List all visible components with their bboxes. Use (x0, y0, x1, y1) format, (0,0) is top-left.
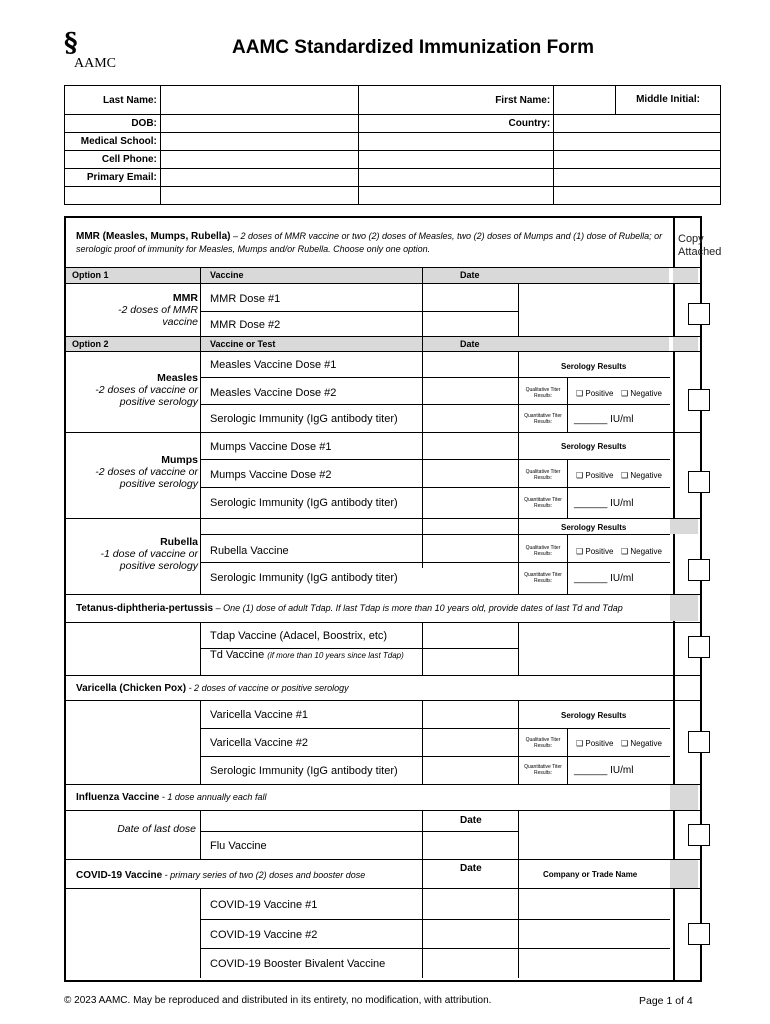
country-label: Country: (358, 115, 554, 133)
mumps-positive-checkbox[interactable]: ❑ Positive (576, 471, 614, 480)
rubella-serologic: Serologic Immunity (IgG antibody titer) (210, 572, 398, 584)
rubella-qual-label: Qualitative Titer Results: (525, 545, 561, 557)
covid-company-header: Company or Trade Name (543, 870, 638, 879)
copy-checkbox-influenza[interactable] (688, 824, 710, 846)
varicella-quant-label: Quantitative Titer Results: (524, 764, 562, 776)
covid-dose1: COVID-19 Vaccine #1 (210, 899, 318, 911)
cell-phone-label: Cell Phone: (65, 151, 161, 169)
influenza-section-title: Influenza Vaccine - 1 dose annually each fall (76, 792, 267, 803)
varicella-serology-results: Serology Results (561, 711, 627, 720)
measles-row-label: Measles -2 doses of vaccine or positive serology (95, 372, 198, 408)
varicella-serologic: Serologic Immunity (IgG antibody titer) (210, 765, 398, 777)
varicella-negative-checkbox[interactable]: ❑ Negative (621, 739, 662, 748)
vaccine-or-test-header: Vaccine or Test (210, 339, 276, 349)
measles-iu-field[interactable]: ______ IU/ml (574, 414, 634, 425)
option2-label: Option 2 (72, 339, 109, 349)
date-col-header: Date (460, 270, 480, 280)
varicella-dose1: Varicella Vaccine #1 (210, 709, 309, 721)
caduceus-icon: § (64, 28, 78, 58)
rubella-positive-checkbox[interactable]: ❑ Positive (576, 547, 614, 556)
date-col-header-2: Date (460, 339, 480, 349)
measles-negative-checkbox[interactable]: ❑ Negative (621, 389, 662, 398)
tdap-section-title: Tetanus-diphtheria-pertussis – One (1) dose of adult Tdap. If last Tdap is more than 10 years old, provide dates of last Td and Tdap (76, 603, 623, 614)
dob-field[interactable] (160, 115, 358, 133)
rubella-serology-results: Serology Results (561, 523, 627, 532)
varicella-iu-field[interactable]: ______ IU/ml (574, 765, 634, 776)
mmr-section-title: MMR (Measles, Mumps, Rubella) – 2 doses of MMR vaccine or two (2) doses of Measles, two (2) doses of Mumps and (1) dose of Rubella; or serologic proof of immunity for Measles, Mumps and/or Rubella. Choose only one option. (76, 231, 663, 254)
rubella-vaccine: Rubella Vaccine (210, 545, 289, 557)
mmr-dose1: MMR Dose #1 (210, 293, 281, 305)
rubella-row-label: Rubella -1 dose of vaccine or positive serology (100, 536, 198, 572)
primary-email-label: Primary Email: (65, 169, 161, 187)
mumps-negative-checkbox[interactable]: ❑ Negative (621, 471, 662, 480)
copy-checkbox-measles[interactable] (688, 389, 710, 411)
footer-copyright: © 2023 AAMC. May be reproduced and distributed in its entirety, no modification, with attribution. (64, 995, 492, 1006)
immunization-form (64, 216, 722, 980)
measles-positive-checkbox[interactable]: ❑ Positive (576, 389, 614, 398)
medical-school-label: Medical School: (65, 133, 161, 151)
rubella-quant-label: Quantitative Titer Results: (524, 572, 562, 584)
measles-quant-label: Quantitative Titer Results: (524, 413, 562, 425)
aamc-logo (64, 30, 134, 72)
mmr-row-label: MMR -2 doses of MMR vaccine (118, 292, 198, 328)
mumps-dose2: Mumps Vaccine Dose #2 (210, 469, 332, 481)
mumps-row-label: Mumps -2 doses of vaccine or positive serology (95, 454, 198, 490)
mumps-qual-label: Qualitative Titer Results: (525, 469, 561, 481)
country-field[interactable] (554, 115, 721, 133)
td-vaccine: Td Vaccine (if more than 10 years since last Tdap) (210, 649, 404, 661)
dob-label: DOB: (65, 115, 161, 133)
varicella-positive-checkbox[interactable]: ❑ Positive (576, 739, 614, 748)
covid-date-header: Date (460, 863, 482, 874)
tdap-vaccine: Tdap Vaccine (Adacel, Boostrix, etc) (210, 630, 388, 642)
covid-booster: COVID-19 Booster Bivalent Vaccine (210, 958, 386, 970)
copy-checkbox-mmr[interactable] (688, 303, 710, 325)
option1-label: Option 1 (72, 270, 109, 280)
varicella-section-title: Varicella (Chicken Pox) - 2 doses of vaccine or positive serology (76, 683, 349, 694)
personal-info-table (64, 85, 721, 205)
page-number: Page 1 of 4 (639, 995, 693, 1007)
flu-vaccine: Flu Vaccine (210, 840, 267, 852)
influenza-date-header: Date (460, 815, 482, 826)
covid-section-title: COVID-19 Vaccine - primary series of two (2) doses and booster dose (76, 870, 366, 881)
medical-school-field[interactable] (160, 133, 358, 151)
measles-dose1: Measles Vaccine Dose #1 (210, 359, 337, 371)
copy-attached-label: Copy Attached (678, 233, 722, 258)
measles-serology-results: Serology Results (561, 362, 627, 371)
first-name-field[interactable] (554, 86, 616, 115)
mmr-dose2: MMR Dose #2 (210, 319, 281, 331)
influenza-date-last-dose: Date of last dose (117, 823, 196, 835)
last-name-label: Last Name: (65, 86, 161, 115)
mumps-serology-results: Serology Results (561, 442, 627, 451)
mumps-serologic: Serologic Immunity (IgG antibody titer) (210, 497, 398, 509)
first-name-label: First Name: (358, 86, 554, 115)
copy-checkbox-varicella[interactable] (688, 731, 710, 753)
copy-checkbox-mumps[interactable] (688, 471, 710, 493)
copy-checkbox-covid[interactable] (688, 923, 710, 945)
varicella-qual-label: Qualitative Titer Results: (525, 737, 561, 749)
measles-serologic: Serologic Immunity (IgG antibody titer) (210, 413, 398, 425)
copy-checkbox-rubella[interactable] (688, 559, 710, 581)
cell-phone-field[interactable] (160, 151, 358, 169)
mumps-dose1: Mumps Vaccine Dose #1 (210, 441, 332, 453)
measles-qual-label: Qualitative Titer Results: (525, 387, 561, 399)
mumps-quant-label: Quantitative Titer Results: (524, 497, 562, 509)
rubella-iu-field[interactable]: ______ IU/ml (574, 573, 634, 584)
mumps-iu-field[interactable]: ______ IU/ml (574, 498, 634, 509)
varicella-dose2: Varicella Vaccine #2 (210, 737, 309, 749)
last-name-field[interactable] (160, 86, 358, 115)
rubella-negative-checkbox[interactable]: ❑ Negative (621, 547, 662, 556)
page-title: AAMC Standardized Immunization Form (232, 37, 595, 58)
middle-initial-label: Middle Initial: (616, 86, 721, 115)
primary-email-field[interactable] (160, 169, 358, 187)
measles-dose2: Measles Vaccine Dose #2 (210, 387, 337, 399)
vaccine-col-header: Vaccine (210, 270, 244, 280)
copy-checkbox-tdap[interactable] (688, 636, 710, 658)
logo-text: AAMC (74, 56, 117, 71)
covid-dose2: COVID-19 Vaccine #2 (210, 929, 318, 941)
